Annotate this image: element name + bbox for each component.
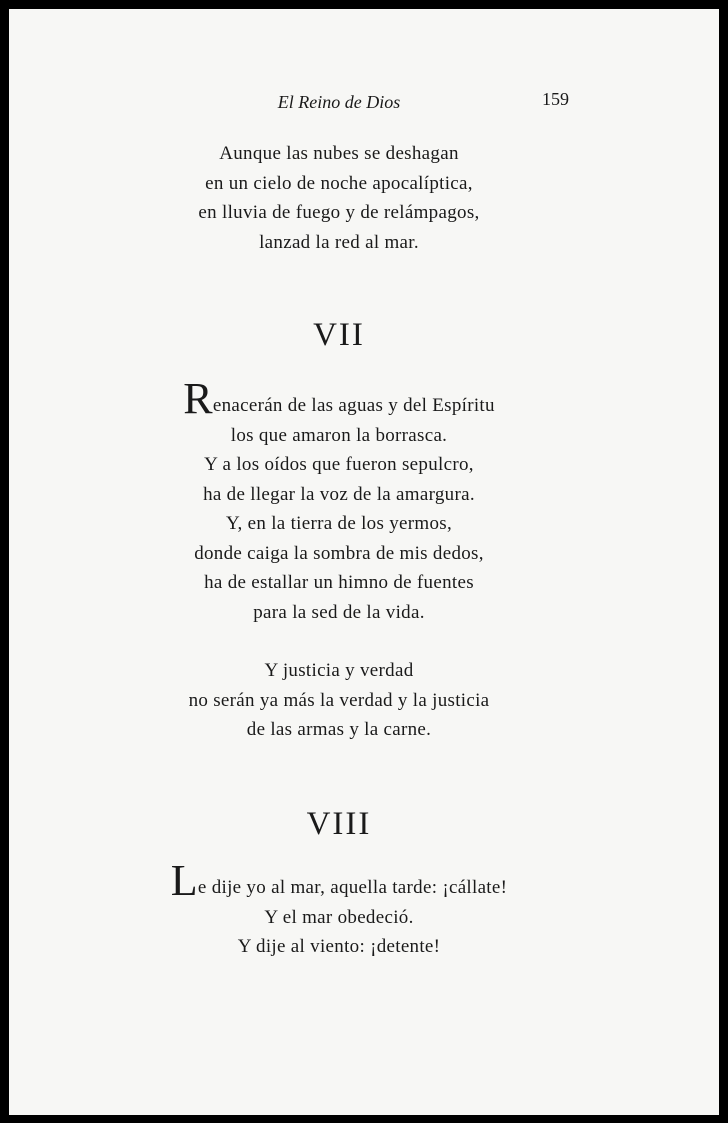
verse-line: de las armas y la carne. (246, 719, 432, 740)
page-number: 159 (542, 89, 569, 109)
verse-line: Y el mar obedeció. (264, 906, 414, 928)
verse-line: ha de estallar un himno de fuentes (204, 572, 474, 593)
section-heading-viii: VIII (306, 806, 372, 842)
verse-line: Y justicia y verdad (264, 660, 414, 681)
book-page (9, 9, 719, 1115)
verse-line: no serán ya más la verdad y la justicia (188, 689, 490, 711)
verse-line: para la sed de la vida. (253, 601, 425, 623)
verse-line: lanzad la red al mar. (259, 231, 419, 253)
verse-line-first (9, 374, 669, 423)
verse-line: Y, en la tierra de los yermos, (225, 513, 453, 534)
verse-line: en un cielo de noche apocalíptica, (205, 172, 473, 194)
verse-line: Y dije al viento: ¡detente! (237, 936, 441, 957)
stanza-vii-2 (9, 656, 669, 745)
verse-line-rest: e dije yo al mar, aquella tarde: ¡cállate! (197, 877, 508, 898)
verse-line-rest: enacerán de las aguas y del Espíritu (212, 395, 495, 416)
verse-line: Y a los oídos que fueron sepulcro, (204, 454, 474, 475)
drop-cap: R (183, 374, 213, 423)
verse-line: ha de llegar la voz de la amargura. (203, 483, 475, 505)
drop-cap: L (170, 856, 198, 905)
stanza-vii-1 (9, 374, 669, 627)
verse-line: los que amaron la borrasca. (230, 424, 448, 446)
stanza-viii-1 (9, 856, 669, 962)
verse-line-first (9, 856, 669, 905)
verse-line: donde caiga la sombra de mis dedos, (194, 542, 484, 564)
verse-line: en lluvia de fuego y de relámpagos, (198, 202, 480, 223)
stanza-opening (9, 139, 669, 257)
running-header-title: El Reino de Dios (277, 92, 401, 112)
verse-line: Aunque las nubes se deshagan (219, 143, 459, 164)
section-heading-vii: VII (313, 317, 365, 353)
